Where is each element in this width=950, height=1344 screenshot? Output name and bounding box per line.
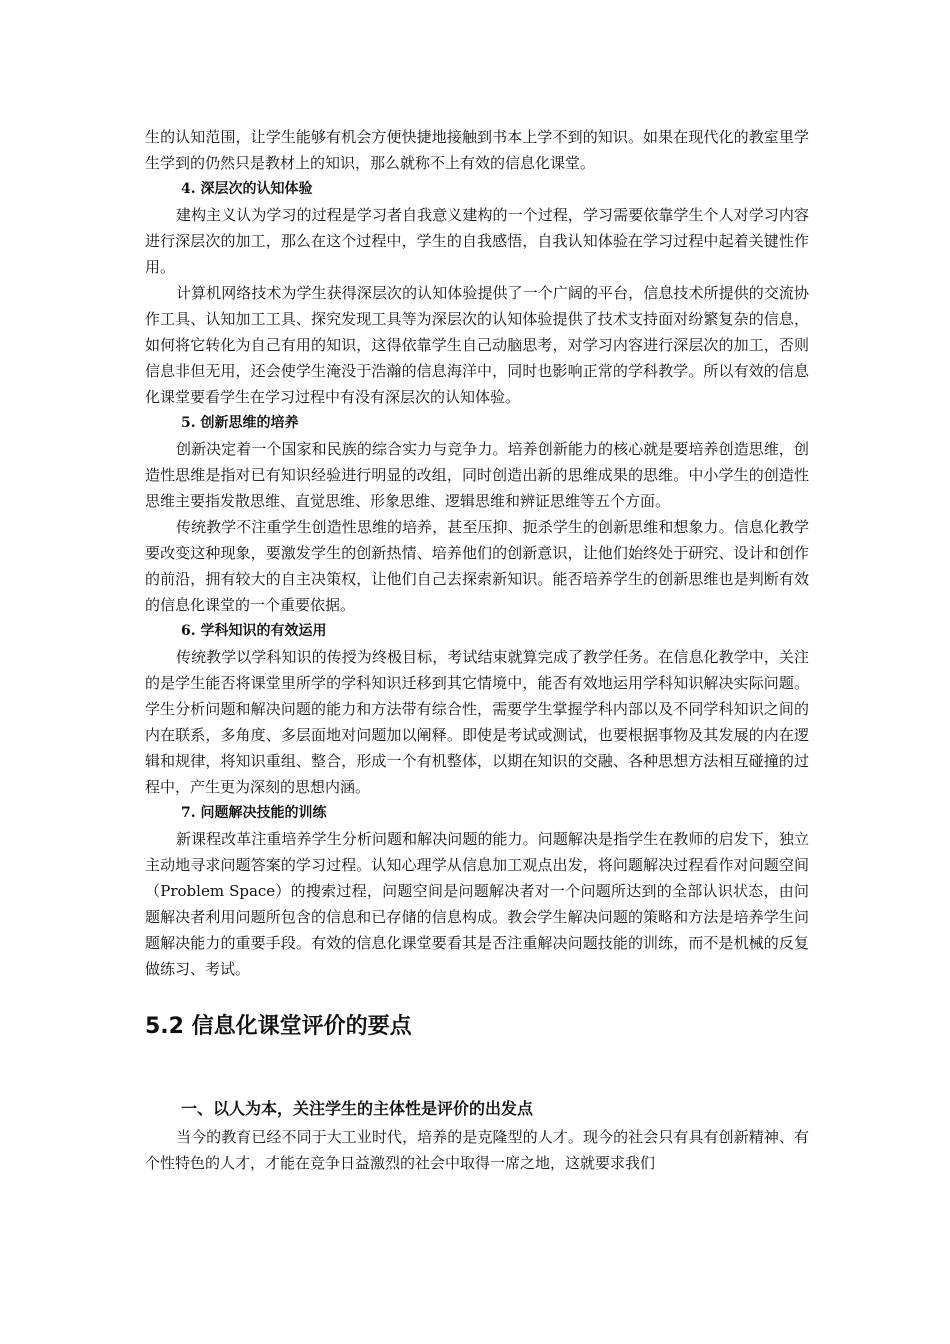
section-7-heading: 7. 问题解决技能的训练 <box>181 805 327 821</box>
section-5-paragraph-1: 创新决定着一个国家和民族的综合实力与竞争力。培养创新能力的核心就是要培养创造思维，创造性思维是指对已有知识经验进行明显的改组，同时创造出新的思维成果的思维。中小学生的创造性思维主要指发散思维、直觉思维、形象思维、逻辑思维和辨证思维等五个方面。 <box>145 440 809 510</box>
section-5-paragraph-2: 传统教学不注重学生创造性思维的培养，甚至压抑、扼杀学生的创新思维和想象力。信息化教学要改变这种现象，要激发学生的创新热情、培养他们的创新意识，让他们始终处于研究、设计和创作的前沿，拥有较大的自主决策权，让他们自己去探索新知识。能否培养学生的创新思维也是判断有效的信息化课堂的一个重要依据。 <box>145 518 809 614</box>
section-4-paragraph-1: 建构主义认为学习的过程是学习者自我意义建构的一个过程，学习需要依靠学生个人对学习内容进行深层次的加工，那么在这个过程中，学生的自我感悟，自我认知体验在学习过程中起着关键性作用。 <box>145 206 809 276</box>
chapter-heading: 5.2 信息化课堂评价的要点 <box>145 1014 412 1039</box>
subsection-1-paragraph-1: 当今的教育已经不同于大工业时代，培养的是克隆型的人才。现今的社会只有具有创新精神、有个性特色的人才，才能在竞争日益激烈的社会中取得一席之地，这就要求我们 <box>145 1128 809 1172</box>
section-6-paragraph-1: 传统教学以学科知识的传授为终极目标，考试结束就算完成了教学任务。在信息化教学中，关注的是学生能否将课堂里所学的学科知识迁移到其它情境中，能否有效地运用学科知识解决实际问题。学生分析问题和解决问题的能力和方法带有综合性，需要学生掌握学科内部以及不同学科知识之间的内在联系，多角度、多层面地对问题加以阐释。即使是考试或测试，也要根据事物及其发展的内在逻辑和规律，将知识重组、整合，形成一个有机整体，以期在知识的交融、各种思想方法相互碰撞的过程中，产生更为深刻的思想内涵。 <box>145 648 809 796</box>
section-5-heading: 5. 创新思维的培养 <box>181 415 299 431</box>
document-page <box>145 124 809 1176</box>
section-6-heading: 6. 学科知识的有效运用 <box>181 623 327 639</box>
subsection-1-heading: 一、以人为本，关注学生的主体性是评价的出发点 <box>181 1099 534 1118</box>
intro-paragraph: 生的认知范围，让学生能够有机会方便快捷地接触到书本上学不到的知识。如果在现代化的教室里学生学到的仍然只是教材上的知识，那么就称不上有效的信息化课堂。 <box>145 128 809 172</box>
section-4-heading: 4. 深层次的认知体验 <box>181 181 313 197</box>
section-7-paragraph-1: 新课程改革注重培养学生分析问题和解决问题的能力。问题解决是指学生在教师的启发下，独立主动地寻求问题答案的学习过程。认知心理学从信息加工观点出发，将问题解决过程看作对问题空间（Problem Space）的搜索过程，问题空间是问题解决者对一个问题所达到的全部认识状态，由问题解决者利用问题所包含的信息和已存储的信息构成。教会学生解决问题的策略和方法是培养学生问题解决能力的重要手段。有效的信息化课堂要看其是否注重解决问题技能的训练，而不是机械的反复做练习、考试。 <box>145 830 809 978</box>
section-4-paragraph-2: 计算机网络技术为学生获得深层次的认知体验提供了一个广阔的平台，信息技术所提供的交流协作工具、认知加工工具、探究发现工具等为深层次的认知体验提供了技术支持面对纷繁复杂的信息，如何将它转化为自己有用的知识，这得依靠学生自己动脑思考，对学习内容进行深层次的加工，否则信息非但无用，还会使学生淹没于浩瀚的信息海洋中，同时也影响正常的学科教学。所以有效的信息化课堂要看学生在学习过程中有没有深层次的认知体验。 <box>145 284 809 406</box>
